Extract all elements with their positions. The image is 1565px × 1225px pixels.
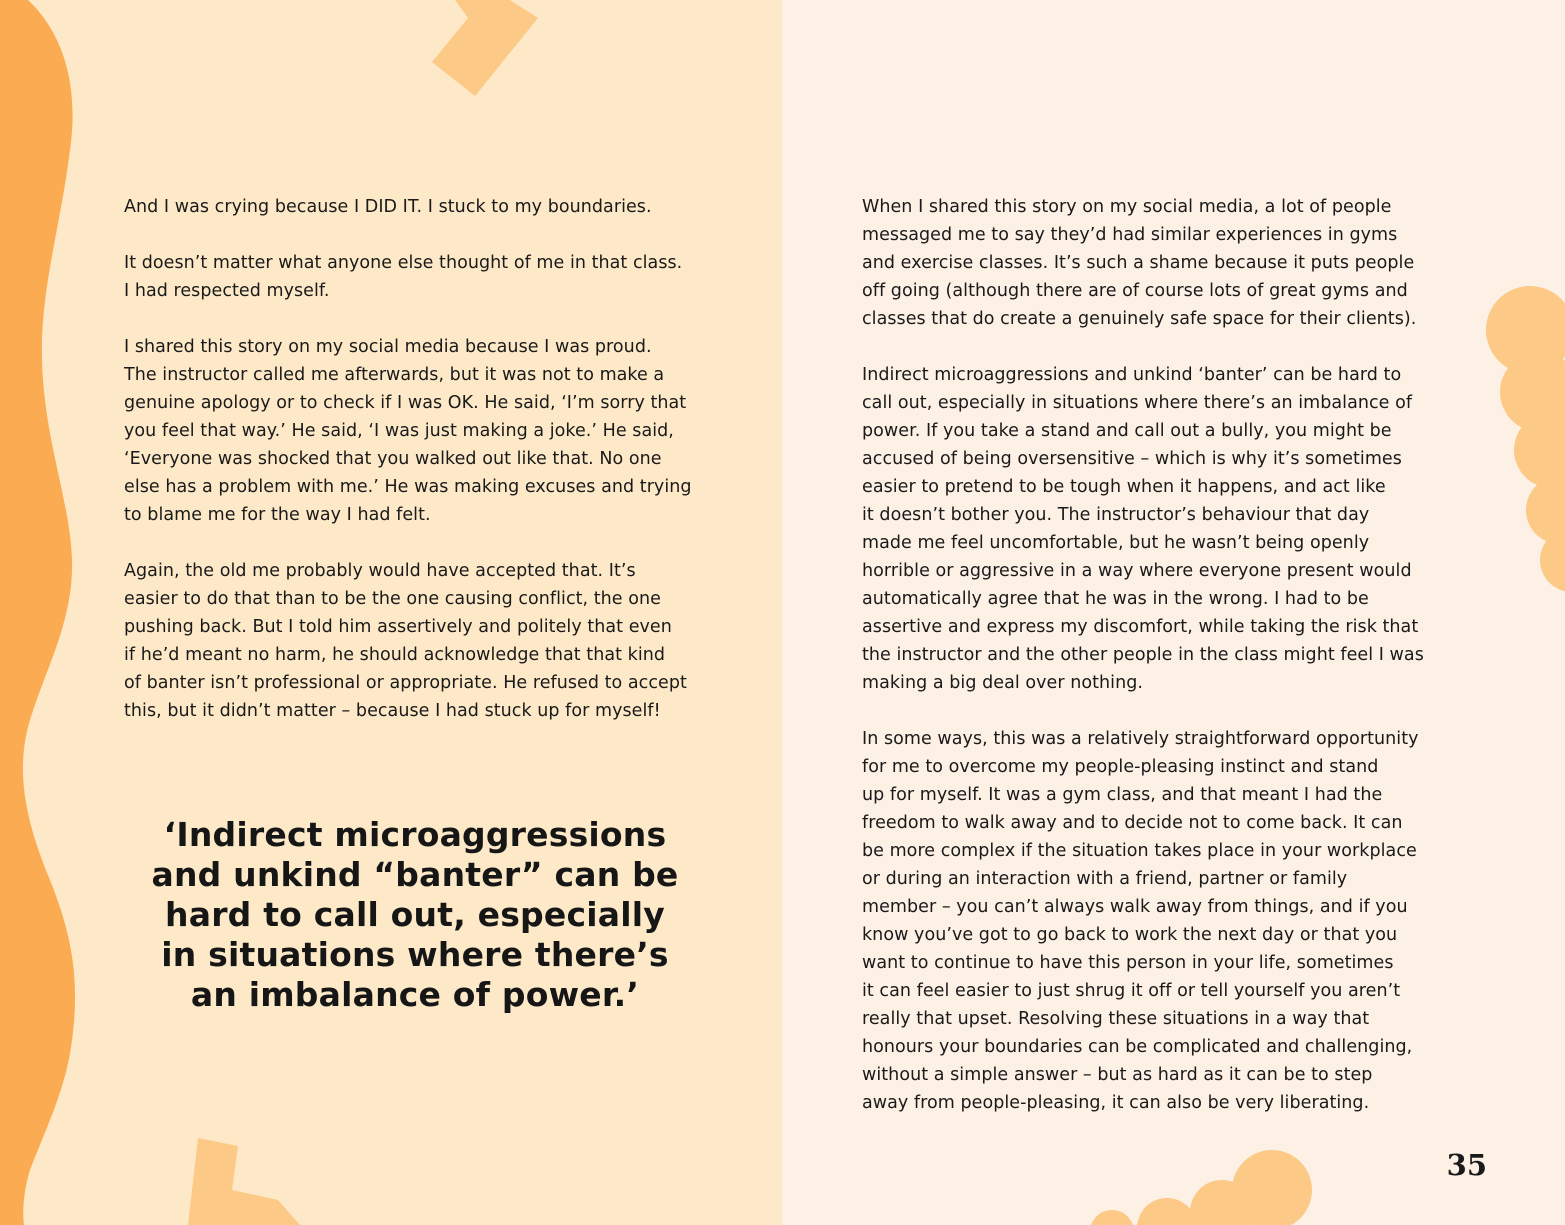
paragraph: It doesn’t matter what anyone else thought of me in that class. I had respected myself. [124,253,683,301]
chevron-shape-bottom [188,1138,300,1225]
paragraph: And I was crying because I DID IT. I stuck to my boundaries. [124,197,652,217]
right-page [782,0,1565,1225]
paragraph: In some ways, this was a relatively straightforward opportunity for me to overcome my people-pleasing instinct and stand up for myself. It was a gym class, and that meant I had the freedom to walk away and to decide not to come back. It can be more complex if the situation takes place in your workplace or during an interaction with a friend, partner or family member – you can’t always walk away from things, and if you know you’ve got to go back to work the next day or that you want to continue to have this person in your life, sometimes it can feel easier to just shrug it off or tell yourself you aren’t really that upset. Resolving these situations in a way that honours your boundaries can be complicated and challenging, without a simple answer – but as hard as it can be to step away from people-pleasing, it can also be very liberating. [862,729,1419,1113]
left-page [0,0,782,1225]
pull-quote: ‘Indirect microaggressions and unkind “banter” can be hard to call out, especially in situations where there’s an imbalance of power.’ [151,815,679,1014]
left-text-column [124,193,714,753]
blob-shapes-bottom [1090,1150,1312,1225]
chevron-shape-top [432,0,538,96]
page-number: 35 [1446,1148,1487,1182]
paragraph: Indirect microaggressions and unkind ‘banter’ can be hard to call out, especially in situations where there’s an imbalance of power. If you take a stand and call out a bully, you might be accused of being oversensitive – which is why it’s sometimes easier to pretend to be tough when it happens, and act like it doesn’t bother you. The instructor’s behaviour that day made me feel uncomfortable, but he wasn’t being openly horrible or aggressive in a way where everyone present would automatically agree that he was in the wrong. I had to be assertive and express my discomfort, while taking the risk that the instructor and the other people in the class might feel I was making a big deal over nothing. [862,365,1424,693]
paragraph: Again, the old me probably would have accepted that. It’s easier to do that than to be the one causing conflict, the one pushing back. But I told him assertively and politely that even if he’d meant no harm, he should acknowledge that that kind of banter isn’t professional or appropriate. He refused to accept this, but it didn’t matter – because I had stuck up for myself! [124,561,687,721]
blob-shapes-right-edge [1486,286,1565,592]
right-text-column [862,193,1452,1145]
paragraph: I shared this story on my social media because I was proud. The instructor called me afterwards, but it was not to make a genuine apology or to check if I was OK. He said, ‘I’m sorry that you feel that way.’ He said, ‘I was just making a joke.’ He said, ‘Everyone was shocked that you walked out like that. No one else has a problem with me.’ He was making excuses and trying to blame me for the way I had felt. [124,337,692,525]
paragraph: When I shared this story on my social media, a lot of people messaged me to say they’d had similar experiences in gyms and exercise classes. It’s such a shame because it puts people off going (although there are of course lots of great gyms and classes that do create a genuinely safe space for their clients). [862,197,1417,329]
orange-wave-shape [0,0,75,1225]
